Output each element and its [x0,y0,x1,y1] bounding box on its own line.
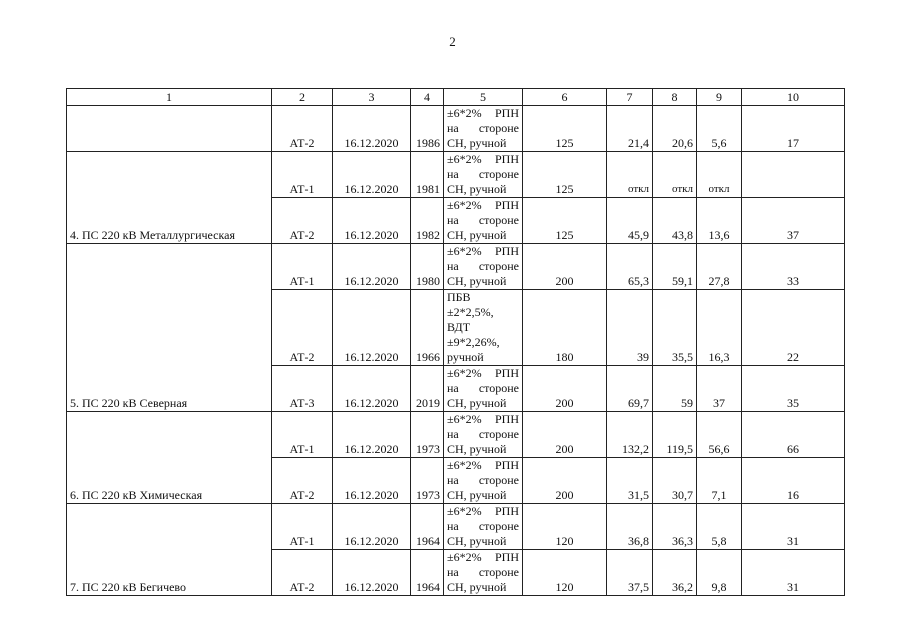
substation-name-cell: 7. ПС 220 кВ Бегичево [67,504,272,596]
regulation-line: ±9*2,26%, [447,335,500,349]
year-cell: 1982 [411,198,444,244]
year-cell: 1973 [411,412,444,458]
power-cell: 125 [523,198,607,244]
regulation-cell [444,244,523,290]
regulation-cell [444,504,523,550]
table-row [67,106,845,152]
header-row [67,89,845,106]
transformer-cell: АТ-1 [272,504,333,550]
transformer-cell: АТ-2 [272,198,333,244]
year-cell: 1986 [411,106,444,152]
regulation-line: на стороне [447,427,519,441]
column-header: 7 [607,89,653,106]
year-cell: 1966 [411,290,444,366]
regulation-line: ±2*2,5%, [447,305,494,319]
value-cell-9: 37 [697,366,742,412]
table-row [67,504,845,550]
column-header: 6 [523,89,607,106]
power-cell: 200 [523,458,607,504]
year-cell: 1981 [411,152,444,198]
value-cell-10: 33 [742,244,845,290]
regulation-line: СН, ручной [447,136,507,150]
substation-name-cell: 6. ПС 220 кВ Химическая [67,412,272,504]
value-cell-10: 17 [742,106,845,152]
regulation-line: ПБВ [447,290,471,304]
substation-name-cell: 4. ПС 220 кВ Металлургическая [67,152,272,244]
table-row [67,412,845,458]
value-cell-10: 31 [742,504,845,550]
value-cell-7: 132,2 [607,412,653,458]
value-cell-8: 36,2 [653,550,697,596]
date-cell: 16.12.2020 [333,412,411,458]
value-cell-9: 7,1 [697,458,742,504]
regulation-cell [444,458,523,504]
value-cell-9: 56,6 [697,412,742,458]
regulation-line: ручной [447,350,484,364]
value-cell-9: 27,8 [697,244,742,290]
value-cell-7: откл [607,152,653,198]
value-cell-9: 5,8 [697,504,742,550]
value-cell-7: 37,5 [607,550,653,596]
regulation-line: ±6*2% РПН [447,412,519,426]
regulation-line: на стороне [447,519,519,533]
value-cell-7: 21,4 [607,106,653,152]
value-cell-7: 36,8 [607,504,653,550]
value-cell-7: 45,9 [607,198,653,244]
regulation-line: ±6*2% РПН [447,366,519,380]
year-cell: 1973 [411,458,444,504]
value-cell-8: 43,8 [653,198,697,244]
value-cell-8: 20,6 [653,106,697,152]
regulation-line: СН, ручной [447,534,507,548]
regulation-line: ±6*2% РПН [447,244,519,258]
transformer-cell: АТ-1 [272,244,333,290]
column-header: 5 [444,89,523,106]
transformer-cell: АТ-3 [272,366,333,412]
regulation-line: на стороне [447,259,519,273]
regulation-line: СН, ручной [447,228,507,242]
transformer-cell: АТ-2 [272,106,333,152]
date-cell: 16.12.2020 [333,106,411,152]
power-cell: 200 [523,366,607,412]
value-cell-7: 65,3 [607,244,653,290]
regulation-line: ±6*2% РПН [447,106,519,120]
transformer-cell: АТ-1 [272,152,333,198]
value-cell-10: 31 [742,550,845,596]
power-cell: 200 [523,244,607,290]
regulation-line: на стороне [447,381,519,395]
regulation-line: СН, ручной [447,488,507,502]
regulation-line: ±6*2% РПН [447,550,519,564]
substation-name-cell [67,106,272,152]
regulation-line: СН, ручной [447,396,507,410]
value-cell-7: 69,7 [607,366,653,412]
power-cell: 180 [523,290,607,366]
value-cell-8: откл [653,152,697,198]
regulation-cell [444,290,523,366]
power-cell: 125 [523,152,607,198]
value-cell-9: 16,3 [697,290,742,366]
regulation-line: ±6*2% РПН [447,198,519,212]
value-cell-8: 119,5 [653,412,697,458]
regulation-line: ВДТ [447,320,471,334]
date-cell: 16.12.2020 [333,458,411,504]
column-header: 1 [67,89,272,106]
table-row [67,244,845,290]
value-cell-10: 35 [742,366,845,412]
regulation-line: ±6*2% РПН [447,152,519,166]
power-cell: 200 [523,412,607,458]
column-header: 3 [333,89,411,106]
transformer-cell: АТ-2 [272,550,333,596]
regulation-cell [444,198,523,244]
column-header: 8 [653,89,697,106]
column-header: 10 [742,89,845,106]
regulation-line: на стороне [447,167,519,181]
value-cell-10 [742,152,845,198]
value-cell-7: 31,5 [607,458,653,504]
regulation-cell [444,152,523,198]
regulation-cell [444,550,523,596]
value-cell-8: 59 [653,366,697,412]
regulation-line: СН, ручной [447,580,507,594]
value-cell-8: 35,5 [653,290,697,366]
value-cell-8: 30,7 [653,458,697,504]
column-header: 2 [272,89,333,106]
date-cell: 16.12.2020 [333,504,411,550]
regulation-line: на стороне [447,473,519,487]
year-cell: 1964 [411,504,444,550]
regulation-cell [444,366,523,412]
regulation-line: на стороне [447,213,519,227]
value-cell-10: 66 [742,412,845,458]
transformer-cell: АТ-2 [272,458,333,504]
power-cell: 120 [523,504,607,550]
transformer-cell: АТ-1 [272,412,333,458]
value-cell-9: откл [697,152,742,198]
substation-name-cell: 5. ПС 220 кВ Северная [67,244,272,412]
date-cell: 16.12.2020 [333,290,411,366]
regulation-line: ±6*2% РПН [447,458,519,472]
page-number: 2 [449,34,456,49]
value-cell-8: 59,1 [653,244,697,290]
regulation-cell [444,106,523,152]
year-cell: 2019 [411,366,444,412]
column-header: 4 [411,89,444,106]
date-cell: 16.12.2020 [333,550,411,596]
value-cell-9: 5,6 [697,106,742,152]
value-cell-9: 9,8 [697,550,742,596]
column-header: 9 [697,89,742,106]
regulation-line: СН, ручной [447,182,507,196]
transformer-cell: АТ-2 [272,290,333,366]
power-cell: 120 [523,550,607,596]
year-cell: 1964 [411,550,444,596]
value-cell-10: 37 [742,198,845,244]
date-cell: 16.12.2020 [333,366,411,412]
date-cell: 16.12.2020 [333,198,411,244]
substation-table [66,88,845,596]
regulation-line: СН, ручной [447,442,507,456]
regulation-line: на стороне [447,565,519,579]
value-cell-8: 36,3 [653,504,697,550]
power-cell: 125 [523,106,607,152]
regulation-line: на стороне [447,121,519,135]
value-cell-9: 13,6 [697,198,742,244]
regulation-cell [444,412,523,458]
value-cell-10: 16 [742,458,845,504]
value-cell-10: 22 [742,290,845,366]
table-row [67,152,845,198]
date-cell: 16.12.2020 [333,152,411,198]
date-cell: 16.12.2020 [333,244,411,290]
year-cell: 1980 [411,244,444,290]
regulation-line: ±6*2% РПН [447,504,519,518]
value-cell-7: 39 [607,290,653,366]
regulation-line: СН, ручной [447,274,507,288]
